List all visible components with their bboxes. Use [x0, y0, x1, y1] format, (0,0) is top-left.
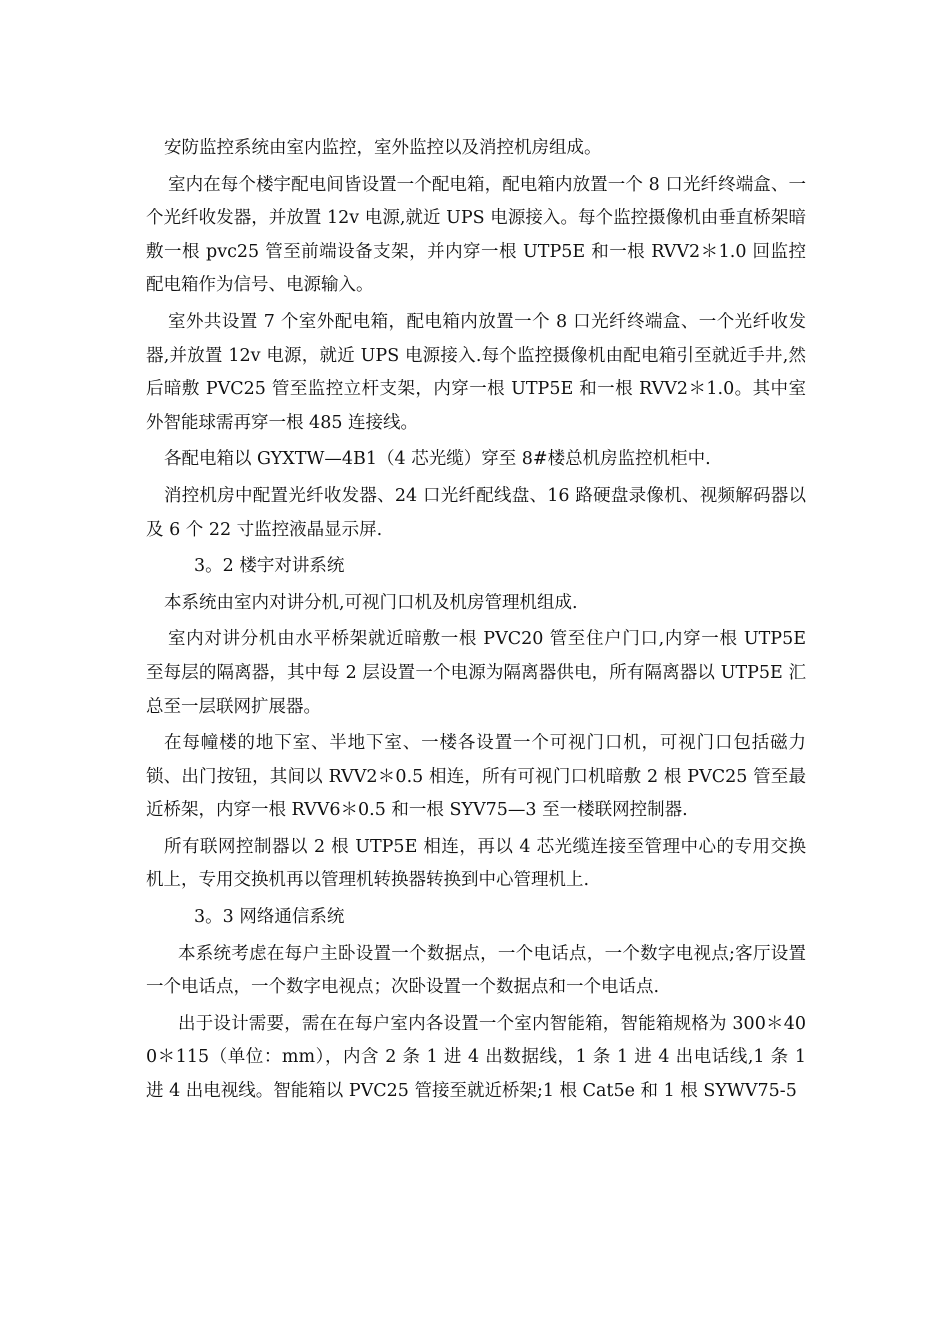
- paragraph-distribution-boxes: 各配电箱以 GYXTW—4B1（4 芯光缆）穿至 8#楼总机房监控机柜中.: [164, 449, 711, 470]
- paragraph-control-room: 消控机房中配置光纤收发器、24 口光纤配线盘、16 路硬盘录像机、视频解码器以及 6 个 22 寸监控液晶显示屏.: [146, 485, 806, 540]
- section-heading-network: 3。3 网络通信系统: [194, 907, 345, 928]
- document-body: [146, 132, 806, 1112]
- paragraph-security-overview: 安防监控系统由室内监控，室外监控以及消控机房组成。: [164, 138, 602, 158]
- paragraph-door-stations: 在每幢楼的地下室、半地下室、一楼各设置一个可视门口机，可视门口包括磁力锁、出门按钮，其间以 RVV2＊0.5 相连，所有可视门口机暗敷 2 根 PVC25 管至最近桥架，内穿一根 RVV6＊0.5 和一根 SYV75—3 至一楼联网控制器.: [146, 733, 806, 821]
- paragraph-smart-box: 出于设计需要，需在在每户室内各设置一个室内智能箱，智能箱规格为 300＊400＊115（单位：mm），内含 2 条 1 进 4 出数据线，1 条 1 进 4 出电话线,1 条 1 进 4 出电视线。智能箱以 PVC25 管接至就近桥架;1 根 Cat5e 和 1 根 SYWV75-5: [146, 1013, 806, 1102]
- paragraph-network-controllers: 所有联网控制器以 2 根 UTP5E 相连，再以 4 芯光缆连接至管理中心的专用交换机上，专用交换机再以管理机转换器转换到中心管理机上.: [146, 836, 806, 891]
- paragraph-indoor-monitoring: 室内在每个楼宇配电间皆设置一个配电箱，配电箱内放置一个 8 口光纤终端盒、一个光纤收发器，并放置 12v 电源,就近 UPS 电源接入。每个监控摄像机由垂直桥架暗敷一根 pvc25 管至前端设备支架，并内穿一根 UTP5E 和一根 RVV2＊1.0 回监控配电箱作为信号、电源输入。: [146, 174, 806, 296]
- paragraph-intercom-overview: 本系统由室内对讲分机,可视门口机及机房管理机组成.: [164, 592, 578, 613]
- paragraph-network-points: 本系统考虑在每户主卧设置一个数据点，一个电话点，一个数字电视点;客厅设置一个电话点，一个数字电视点；次卧设置一个数据点和一个电话点.: [146, 943, 806, 998]
- paragraph-outdoor-monitoring: 室外共设置 7 个室外配电箱，配电箱内放置一个 8 口光纤终端盒、一个光纤收发器,并放置 12v 电源，就近 UPS 电源接入.每个监控摄像机由配电箱引至就近手井,然后暗敷 PVC25 管至监控立杆支架，内穿一根 UTP5E 和一根 RVV2＊1.0。其中室外智能球需再穿一根 485 连接线。: [146, 311, 806, 433]
- section-heading-intercom: 3。2 楼宇对讲系统: [194, 556, 345, 577]
- paragraph-indoor-intercom: 室内对讲分机由水平桥架就近暗敷一根 PVC20 管至住户门口,内穿一根 UTP5E 至每层的隔离器，其中每 2 层设置一个电源为隔离器供电，所有隔离器以 UTP5E 汇总至一层联网扩展器。: [146, 629, 806, 717]
